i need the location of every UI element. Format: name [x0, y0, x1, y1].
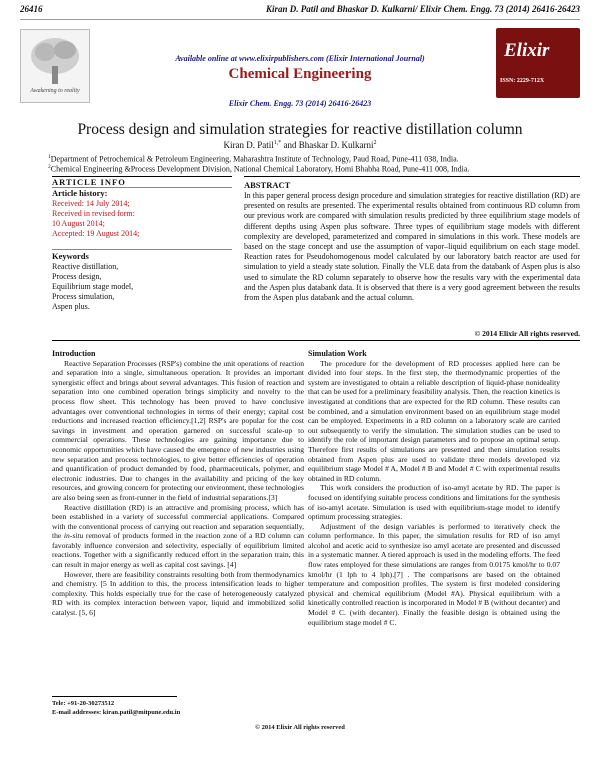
sim-paragraph-2: This work considers the production of iso-amyl acetate by RD. The paper is focused on identifying suitable process conditions and limitations for the synthesis of iso-amyl acetate. Simulation is used with equilibrium-stage model to identify optimum processing strategies. [308, 483, 560, 522]
keyword-item: Process simulation, [52, 292, 115, 301]
keyword-item: Reactive distillation, [52, 262, 119, 271]
received-date: Received: 14 July 2014; [52, 199, 130, 208]
elixir-logo [496, 28, 580, 98]
abstract-copyright: © 2014 Elixir All rights reserved. [474, 329, 580, 338]
keyword-item: Aspen plus. [52, 302, 90, 311]
keywords-heading: Keywords [52, 251, 89, 261]
author-2-affil: 2 [373, 140, 377, 146]
affiliation-1-text: Department of Petrochemical & Petroleum Engineering, Maharashtra Institute of Technology, Paud Road, Pune-411 038, India. [50, 154, 459, 164]
intro-paragraph-2 [52, 503, 304, 570]
footnote-rule [52, 696, 177, 697]
revised-date: 10 August 2014; [52, 219, 105, 228]
publisher-logo [20, 29, 90, 103]
simulation-heading: Simulation Work [308, 349, 367, 358]
affiliation-1: $^1$Department of Petrochemical & Petroleum Engineering, Maharashtra Institute of Technology, Paud Road, Pune-411 038, India. [48, 154, 459, 164]
header-divider [20, 19, 580, 20]
revised-label: Received in revised form: [52, 209, 135, 218]
left-column [52, 349, 304, 618]
author-2: and Bhaskar D. Kulkarni [281, 140, 374, 150]
issn: ISSN: 2229-712X [500, 78, 545, 84]
authors [20, 140, 580, 150]
article-info-heading: ARTICLE INFO [52, 177, 126, 187]
keywords-rule [52, 249, 232, 250]
telephone: Tele: +91-20-30273512 [52, 700, 115, 707]
footer-copyright: © 2014 Elixir All rights reserved [255, 724, 345, 731]
journal-name: Chemical Engineering [228, 66, 372, 82]
sim-paragraph-3: Adjustment of the design variables is performed to iteratively check the column performance. In this paper, the simulation results for RD of iso amyl alcohol and acetic acid to synthesize iso amyl acetate are presented and discussed in a systematic manner. A tiered approach is used in the modeling efforts. The feed flow rates employed for these simulations are ranges from 0.0175 kmol/hr to 0.07 kmol/hr (1 lph to 4 lph).[7] . The comparisons are based on the obtained temperature and composition profiles. The system is first modeled considering physical and chemical equilibrium (Model #A). Physical equilibrium with a kinetically controlled reaction is incorporated in Model # B (without decanter) and Model # C. (with decanter). Finally the feasible design is obtained using the equilibrium stage model # C. [308, 521, 560, 627]
page-number: 26416 [20, 4, 43, 14]
intro-paragraph-1: Reactive Separation Processes (RSP's) combine the unit operations of reaction and separation into a single, simultaneous operation. It provides an important synergistic effect and brings about several advantages. This fusion of reaction and separation into one combined operation brings simplicity and novelty to the process flow sheet. This technology has been proved to have conclusive advantages over conventional technologies in terms of their energy; capital cost reductions and increased reaction efficiency.[1,2] RSP's are popular for the cost savings in investment and operation garnered on successful scale-up to commercial operations. These technologies are gaining importance due to economic opportunities which have caused the emergence of new industries using new separation and process technologies, to give better efficiencies of operation and quantification of product demanded by food, pharmaceuticals, polymer, and electronic industries. Due to changes in the availability and pricing of the key resources, and growing concern for protecting our environment, these technologies are also being seen as front-runner in the field of industrial separations.[3] [52, 358, 304, 502]
keyword-item: Equilibrium stage model, [52, 282, 134, 291]
elixir-logo-text: Elixir [504, 40, 550, 61]
accepted-date: Accepted: 19 August 2014; [52, 229, 140, 238]
author-1: Kiran D. Patil [223, 140, 274, 150]
introduction-heading: Introduction [52, 349, 96, 358]
article-title: Process design and simulation strategies for reactive distillation column [77, 121, 523, 138]
intro-p2-part-a: Reactive distillation (RD) is an attractive and promising process, which has been established in a variety of successful commercial applications. Compared with the conventional process of carrying out reaction and separation sequentially, the [52, 502, 304, 541]
available-online: Available online at www.elixirpublishers.com (Elixir International Journal) [175, 54, 425, 63]
affiliation-2-text: Chemical Engineering &Process Development Division, National Chemical Laboratory, Homi Bhabha Road, Pune-411 008, India. [50, 164, 470, 174]
author-1-affil: 1,* [273, 140, 282, 146]
intro-paragraph-3: However, there are feasibility constraints resulting both from thermodynamics and chemistry. [5 In addition to this, the process intensification leads to higher complexity. This holds especially true for the case of heterogeneously catalyzed RD with its complex interaction between vapor, liquid and immobilized solid catalyst. [5, 6] [52, 569, 304, 618]
abstract-bottom-rule [52, 340, 580, 341]
intro-p2-italic: in-situ [63, 531, 84, 541]
history-heading: Article history: [52, 188, 108, 198]
keyword-item: Process design, [52, 272, 102, 281]
intro-p2-part-b: removal of products formed in the reaction zone of a RD column can favorably influence conversion and selectivity, especially of equilibrium limited reactions. Together with a significantly reduced effort in the separation train, this can result in major energy as well as capital cost savings. [4] [52, 531, 304, 570]
abstract-heading: ABSTRACT [244, 180, 291, 190]
email: E-mail addresses: kiran.patil@mitpune.edu.in [52, 709, 181, 716]
affiliation-2: $^2$Chemical Engineering &Process Development Division, National Chemical Laboratory, Homi Bhabha Road, Pune-411 008, India. [48, 164, 470, 174]
right-column [308, 349, 560, 627]
abstract-text: In this paper general process design procedure and simulation strategies for reactive distillation (RD) are presented on results are presented. The experimental results obtained from continuous RD column from our previous work are compared with simulation results predicted by three equilibrium stage models of different depths using Aspen plus software. Three types of equilibrium stage models with different complexity are developed, parameterized and compared in simulations in this work. These models are based on the stage concept and use the assumption of vapor–liquid equilibrium on each stage model. Reaction rates for Pseudohomogenous model calculated by our laboratory batch reactor are used for simulation to yield a steady state solution. Finally the VLE data from the databank of Aspen plus is also used to simulate the RD column separately to observe how the results vary with the experimental data and the Aspen plus databank data. It is observed that there is a very good agreement between the results from the Aspen plus databank and the actual column. [244, 191, 580, 303]
abstract-top-rule [244, 176, 580, 177]
journal-citation: Elixir Chem. Engg. 73 (2014) 26416-26423 [228, 99, 372, 108]
logo-caption: Awakening to reality [30, 88, 80, 94]
running-title: Kiran D. Patil and Bhaskar D. Kulkarni/ Elixir Chem. Engg. 73 (2014) 26416-26423 [265, 4, 580, 14]
sim-paragraph-1: The procedure for the development of RD processes applied here can be divided into four steps. In the first step, the thermodynamic properties of the system are investigated to obtain a reliable description of liquid-phase nonideality that can be used for a preliminary feasibility analysis. Then, the reaction kinetics is investigated at conditions that are expected for the RD column. These results can be combined, and a simulation environment based on an equilibrium stage model can be employed. Experiments in a RD column on a laboratory scale are carried out subsequently to verify the simulation. The simulation studies can be used to identify the role of important design parameters and to propose an optimal setup. Therefore first results of simulations are presented and then simulation results obtained from Aspen plus are used to validate three models developed viz equilibrium stage Model # A, Model # B and Model # C with experimental results obtained in RD column. [308, 358, 560, 483]
